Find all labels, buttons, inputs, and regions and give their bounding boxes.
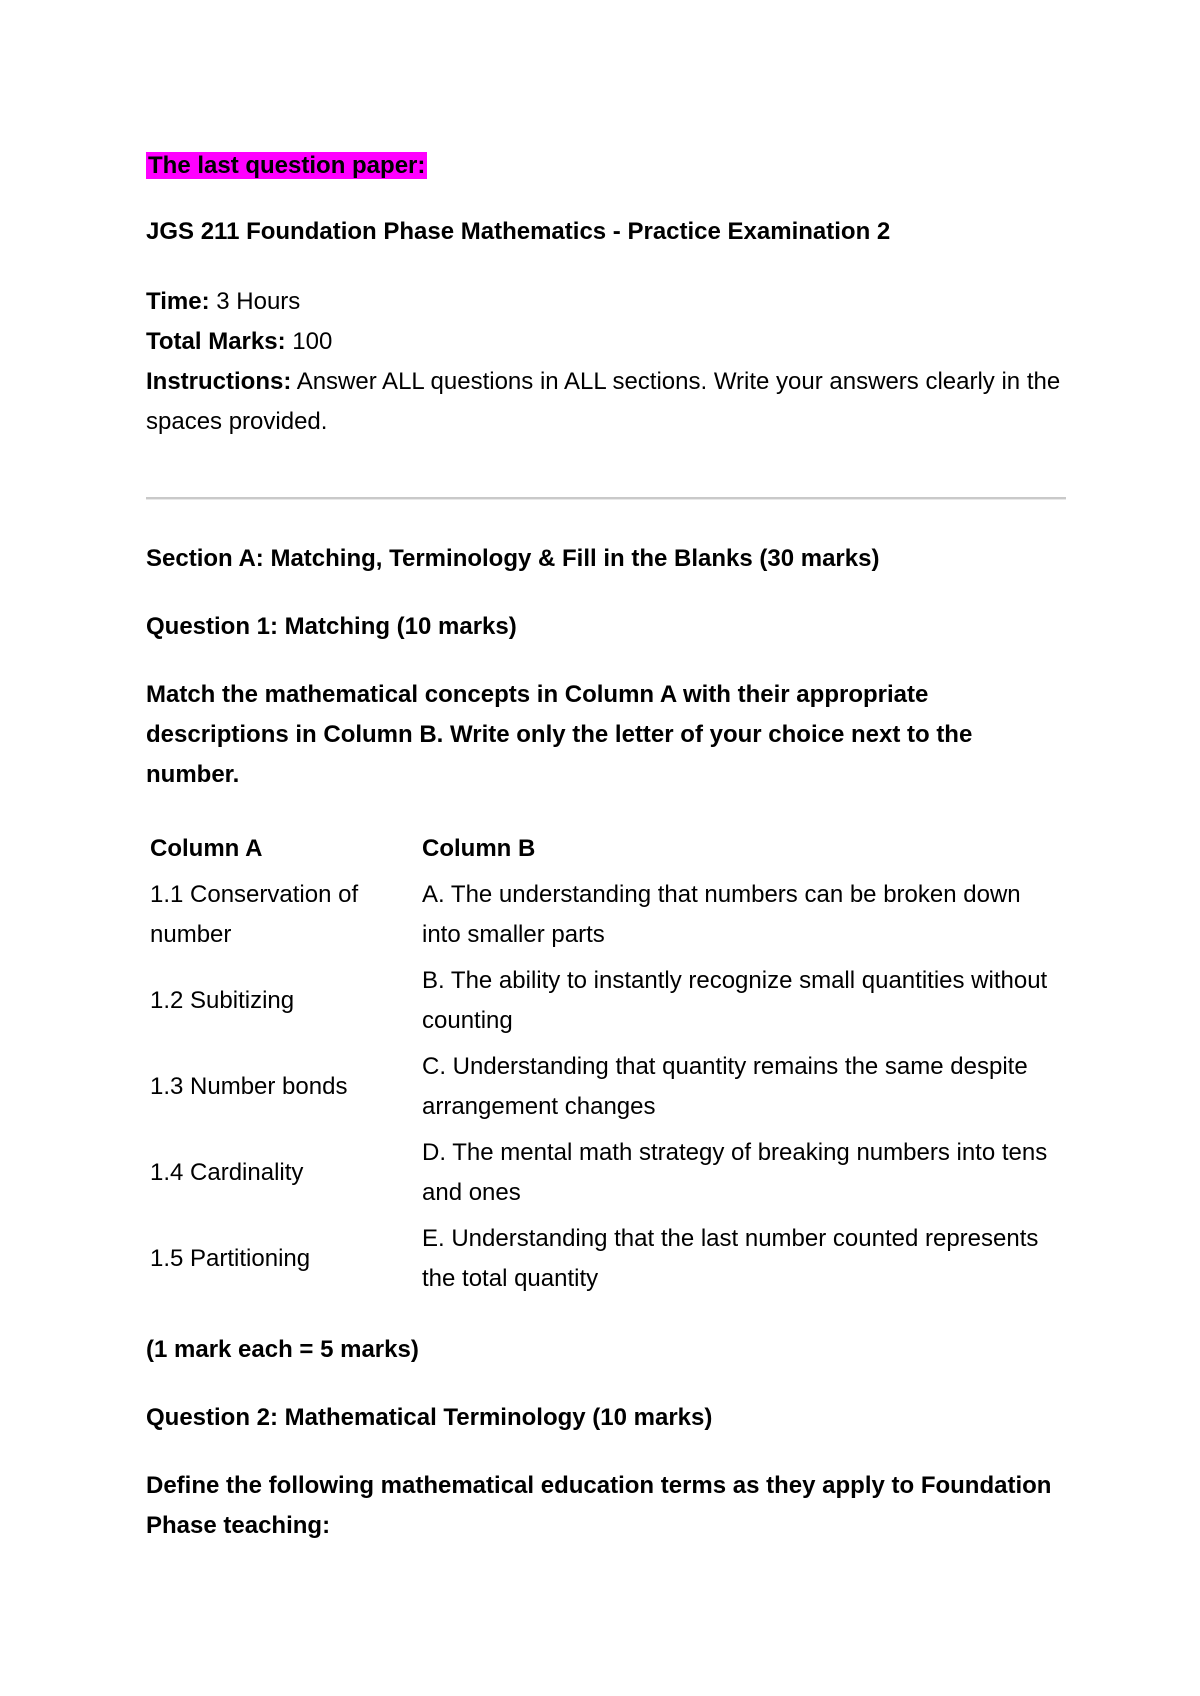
table-row bbox=[150, 1216, 1062, 1302]
total-marks-line bbox=[146, 322, 332, 362]
matching-table bbox=[150, 826, 1062, 1302]
column-a-cell: 1.3 Number bonds bbox=[150, 1073, 348, 1100]
column-b-header: Column B bbox=[422, 835, 536, 862]
table-row bbox=[150, 958, 1062, 1044]
question-2-instructions: Define the following mathematical education terms as they apply to Foundation Phase teaching: bbox=[146, 1472, 1052, 1539]
total-marks-label: Total Marks: bbox=[146, 328, 286, 355]
column-a-header: Column A bbox=[150, 835, 263, 862]
column-a-cell: 1.5 Partitioning bbox=[150, 1245, 311, 1272]
table-row bbox=[150, 872, 1062, 958]
highlight-title: The last question paper: bbox=[148, 152, 426, 179]
matching-table-header bbox=[150, 826, 1062, 872]
time-value: 3 Hours bbox=[216, 288, 301, 315]
instructions-text: Answer ALL questions in ALL sections. Write your answers clearly in the spaces provided. bbox=[146, 368, 1061, 435]
total-marks-value: 100 bbox=[292, 328, 333, 355]
table-row bbox=[150, 1130, 1062, 1216]
horizontal-divider bbox=[146, 497, 1066, 500]
column-a-cell: 1.2 Subitizing bbox=[150, 987, 295, 1014]
instructions-paragraph bbox=[146, 362, 1066, 442]
time-label: Time: bbox=[146, 288, 210, 315]
column-b-cell: D. The mental math strategy of breaking numbers into tens and ones bbox=[422, 1139, 1048, 1206]
table-row bbox=[150, 1044, 1062, 1130]
exam-title: JGS 211 Foundation Phase Mathematics - Practice Examination 2 bbox=[146, 218, 891, 245]
question-1-title: Question 1: Matching (10 marks) bbox=[146, 613, 517, 640]
question-2-title: Question 2: Mathematical Terminology (10 marks) bbox=[146, 1404, 713, 1431]
column-b-cell: B. The ability to instantly recognize small quantities without counting bbox=[422, 967, 1048, 1034]
question-1-instructions: Match the mathematical concepts in Column A with their appropriate descriptions in Column B. Write only the letter of your choice next to the number. bbox=[146, 681, 973, 788]
column-b-cell: C. Understanding that quantity remains the same despite arrangement changes bbox=[422, 1053, 1028, 1120]
section-a-title: Section A: Matching, Terminology & Fill in the Blanks (30 marks) bbox=[146, 545, 880, 572]
highlighted-heading bbox=[146, 146, 427, 186]
column-a-cell: 1.4 Cardinality bbox=[150, 1159, 304, 1186]
column-b-cell: E. Understanding that the last number counted represents the total quantity bbox=[422, 1225, 1039, 1292]
column-b-cell: A. The understanding that numbers can be broken down into smaller parts bbox=[422, 881, 1021, 948]
column-a-cell: 1.1 Conservation of number bbox=[150, 881, 359, 948]
question-1-marks-note: (1 mark each = 5 marks) bbox=[146, 1336, 419, 1363]
instructions-label: Instructions: bbox=[146, 368, 292, 395]
time-line bbox=[146, 282, 300, 322]
